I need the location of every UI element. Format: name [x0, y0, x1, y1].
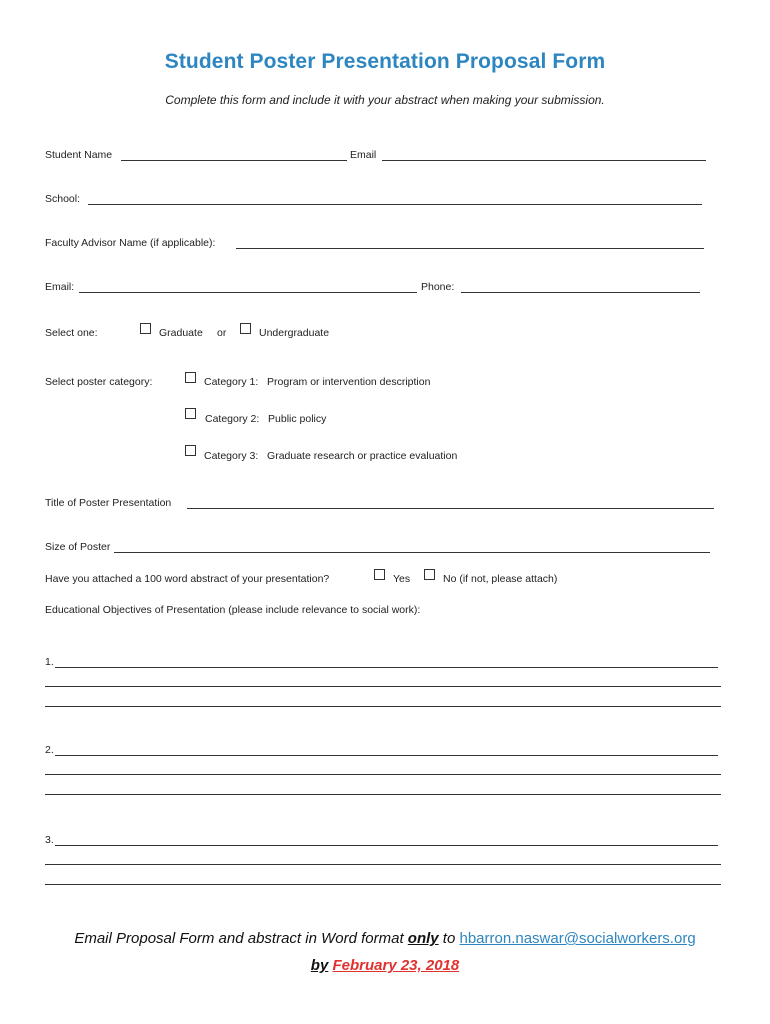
- objective-3-line-1[interactable]: [55, 845, 718, 846]
- category-2-checkbox[interactable]: [185, 408, 196, 419]
- graduate-checkbox[interactable]: [140, 323, 151, 334]
- email-field-2[interactable]: [79, 292, 417, 293]
- category-3-label: Category 3: Graduate research or practice evaluation: [204, 450, 458, 462]
- poster-title-label: Title of Poster Presentation: [45, 497, 172, 509]
- category-2-label: Category 2: Public policy: [205, 413, 327, 425]
- email-label-1: Email: [350, 149, 377, 161]
- objective-2-line-2[interactable]: [45, 774, 721, 775]
- or-label: or: [217, 327, 227, 339]
- objective-1-line-1[interactable]: [55, 667, 718, 668]
- faculty-advisor-label: Faculty Advisor Name (if applicable):: [45, 237, 216, 249]
- undergraduate-checkbox[interactable]: [240, 323, 251, 334]
- submission-instructions: [0, 930, 770, 947]
- student-name-label: Student Name: [45, 149, 113, 161]
- only-emphasis: only: [407, 930, 439, 947]
- objective-2-line-1[interactable]: [55, 755, 718, 756]
- form-instructions: Complete this form and include it with your abstract when making your submission.: [165, 93, 605, 107]
- student-name-field[interactable]: [121, 160, 347, 161]
- phone-field[interactable]: [461, 292, 700, 293]
- objective-1-line-2[interactable]: [45, 686, 721, 687]
- graduate-label: Graduate: [159, 327, 203, 339]
- yes-label: Yes: [393, 573, 411, 585]
- objective-2-number: 2.: [45, 744, 54, 756]
- email-link[interactable]: hbarron.naswar@socialworkers.org: [459, 930, 696, 947]
- select-one-label: Select one:: [45, 327, 98, 339]
- objective-2-line-3[interactable]: [45, 794, 721, 795]
- email-field-1[interactable]: [382, 160, 706, 161]
- to-text: to: [438, 930, 460, 947]
- by-text: by: [310, 957, 329, 974]
- deadline-line: [0, 957, 770, 974]
- deadline-date: February 23, 2018: [332, 957, 460, 974]
- objective-3-number: 3.: [45, 834, 54, 846]
- email-label-2: Email:: [45, 281, 75, 293]
- no-checkbox[interactable]: [424, 569, 435, 580]
- submission-text: Email Proposal Form and abstract in Word format: [74, 930, 408, 947]
- objective-3-line-3[interactable]: [45, 884, 721, 885]
- no-label: No (if not, please attach): [443, 573, 558, 585]
- objective-3-line-2[interactable]: [45, 864, 721, 865]
- school-label: School:: [45, 193, 81, 205]
- objective-1-line-3[interactable]: [45, 706, 721, 707]
- poster-size-field[interactable]: [114, 552, 710, 553]
- category-3-checkbox[interactable]: [185, 445, 196, 456]
- phone-label: Phone:: [421, 281, 455, 293]
- objective-1-number: 1.: [45, 656, 54, 668]
- category-1-label: Category 1: Program or intervention description: [204, 376, 431, 388]
- abstract-question-label: Have you attached a 100 word abstract of your presentation?: [45, 573, 330, 585]
- yes-checkbox[interactable]: [374, 569, 385, 580]
- poster-title-field[interactable]: [187, 508, 714, 509]
- poster-size-label: Size of Poster: [45, 541, 111, 553]
- category-1-checkbox[interactable]: [185, 372, 196, 383]
- select-category-label: Select poster category:: [45, 376, 153, 388]
- undergraduate-label: Undergraduate: [259, 327, 330, 339]
- form-title: Student Poster Presentation Proposal Form: [164, 50, 606, 73]
- faculty-advisor-field[interactable]: [236, 248, 704, 249]
- school-field[interactable]: [88, 204, 702, 205]
- objectives-label: Educational Objectives of Presentation (please include relevance to social work):: [45, 604, 421, 616]
